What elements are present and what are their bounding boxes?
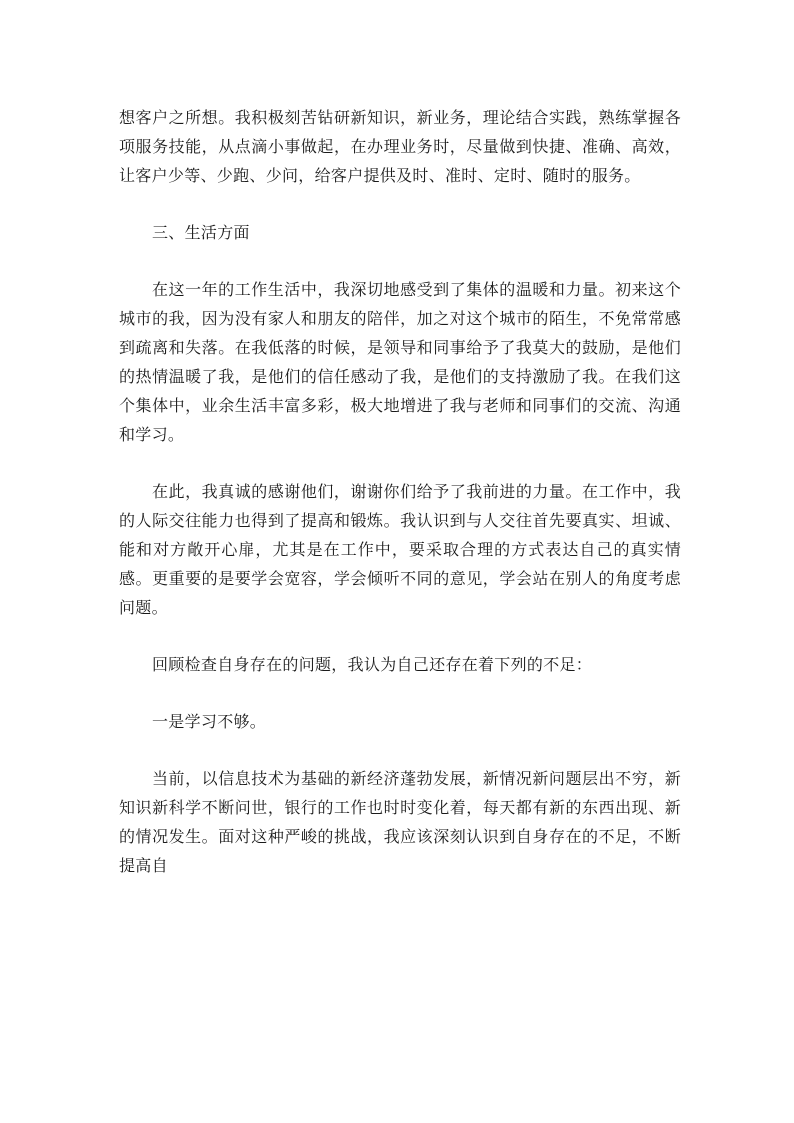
section-heading-life: 三、生活方面 (152, 223, 250, 242)
document-body (119, 103, 681, 880)
paragraph-gratitude: 在此，我真诚的感谢他们，谢谢你们给予了我前进的力量。在工作中，我的人际交往能力也得到了提高和锻炼。我认识到与人交往首先要真实、坦诚、能和对方敞开心扉，尤其是在工作中，要采取合理的方式表达自己的真实情感。更重要的是要学会宽容，学会倾听不同的意见，学会站在别人的角度考虑问题。 (119, 482, 681, 617)
paragraph-point-one: 一是学习不够。 (152, 712, 267, 731)
paragraph-current-situation: 当前，以信息技术为基础的新经济蓬勃发展，新情况新问题层出不穷，新知识新科学不断问世，银行的工作也时时变化着，每天都有新的东西出现、新的情况发生。面对这种严峻的挑战，我应该深刻认识到自身存在的不足，不断提高自 (119, 769, 681, 875)
paragraph-service: 想客户之所想。我积极刻苦钻研新知识，新业务，理论结合实践，熟练掌握各项服务技能，从点滴小事做起，在办理业务时，尽量做到快捷、准确、高效，让客户少等、少跑、少问，给客户提供及时、准时、定时、随时的服务。 (119, 108, 681, 185)
paragraph-shortcomings-intro: 回顾检查自身存在的问题，我认为自己还存在着下列的不足： (152, 655, 593, 674)
paragraph-collective: 在这一年的工作生活中，我深切地感受到了集体的温暖和力量。初来这个城市的我，因为没有家人和朋友的陪伴，加之对这个城市的陌生，不免常常感到疏离和失落。在我低落的时候，是领导和同事给予了我莫大的鼓励，是他们的热情温暖了我，是他们的信任感动了我，是他们的支持激励了我。在我们这个集体中，业余生活丰富多彩，极大地增进了我与老师和同事们的交流、沟通和学习。 (119, 280, 681, 444)
